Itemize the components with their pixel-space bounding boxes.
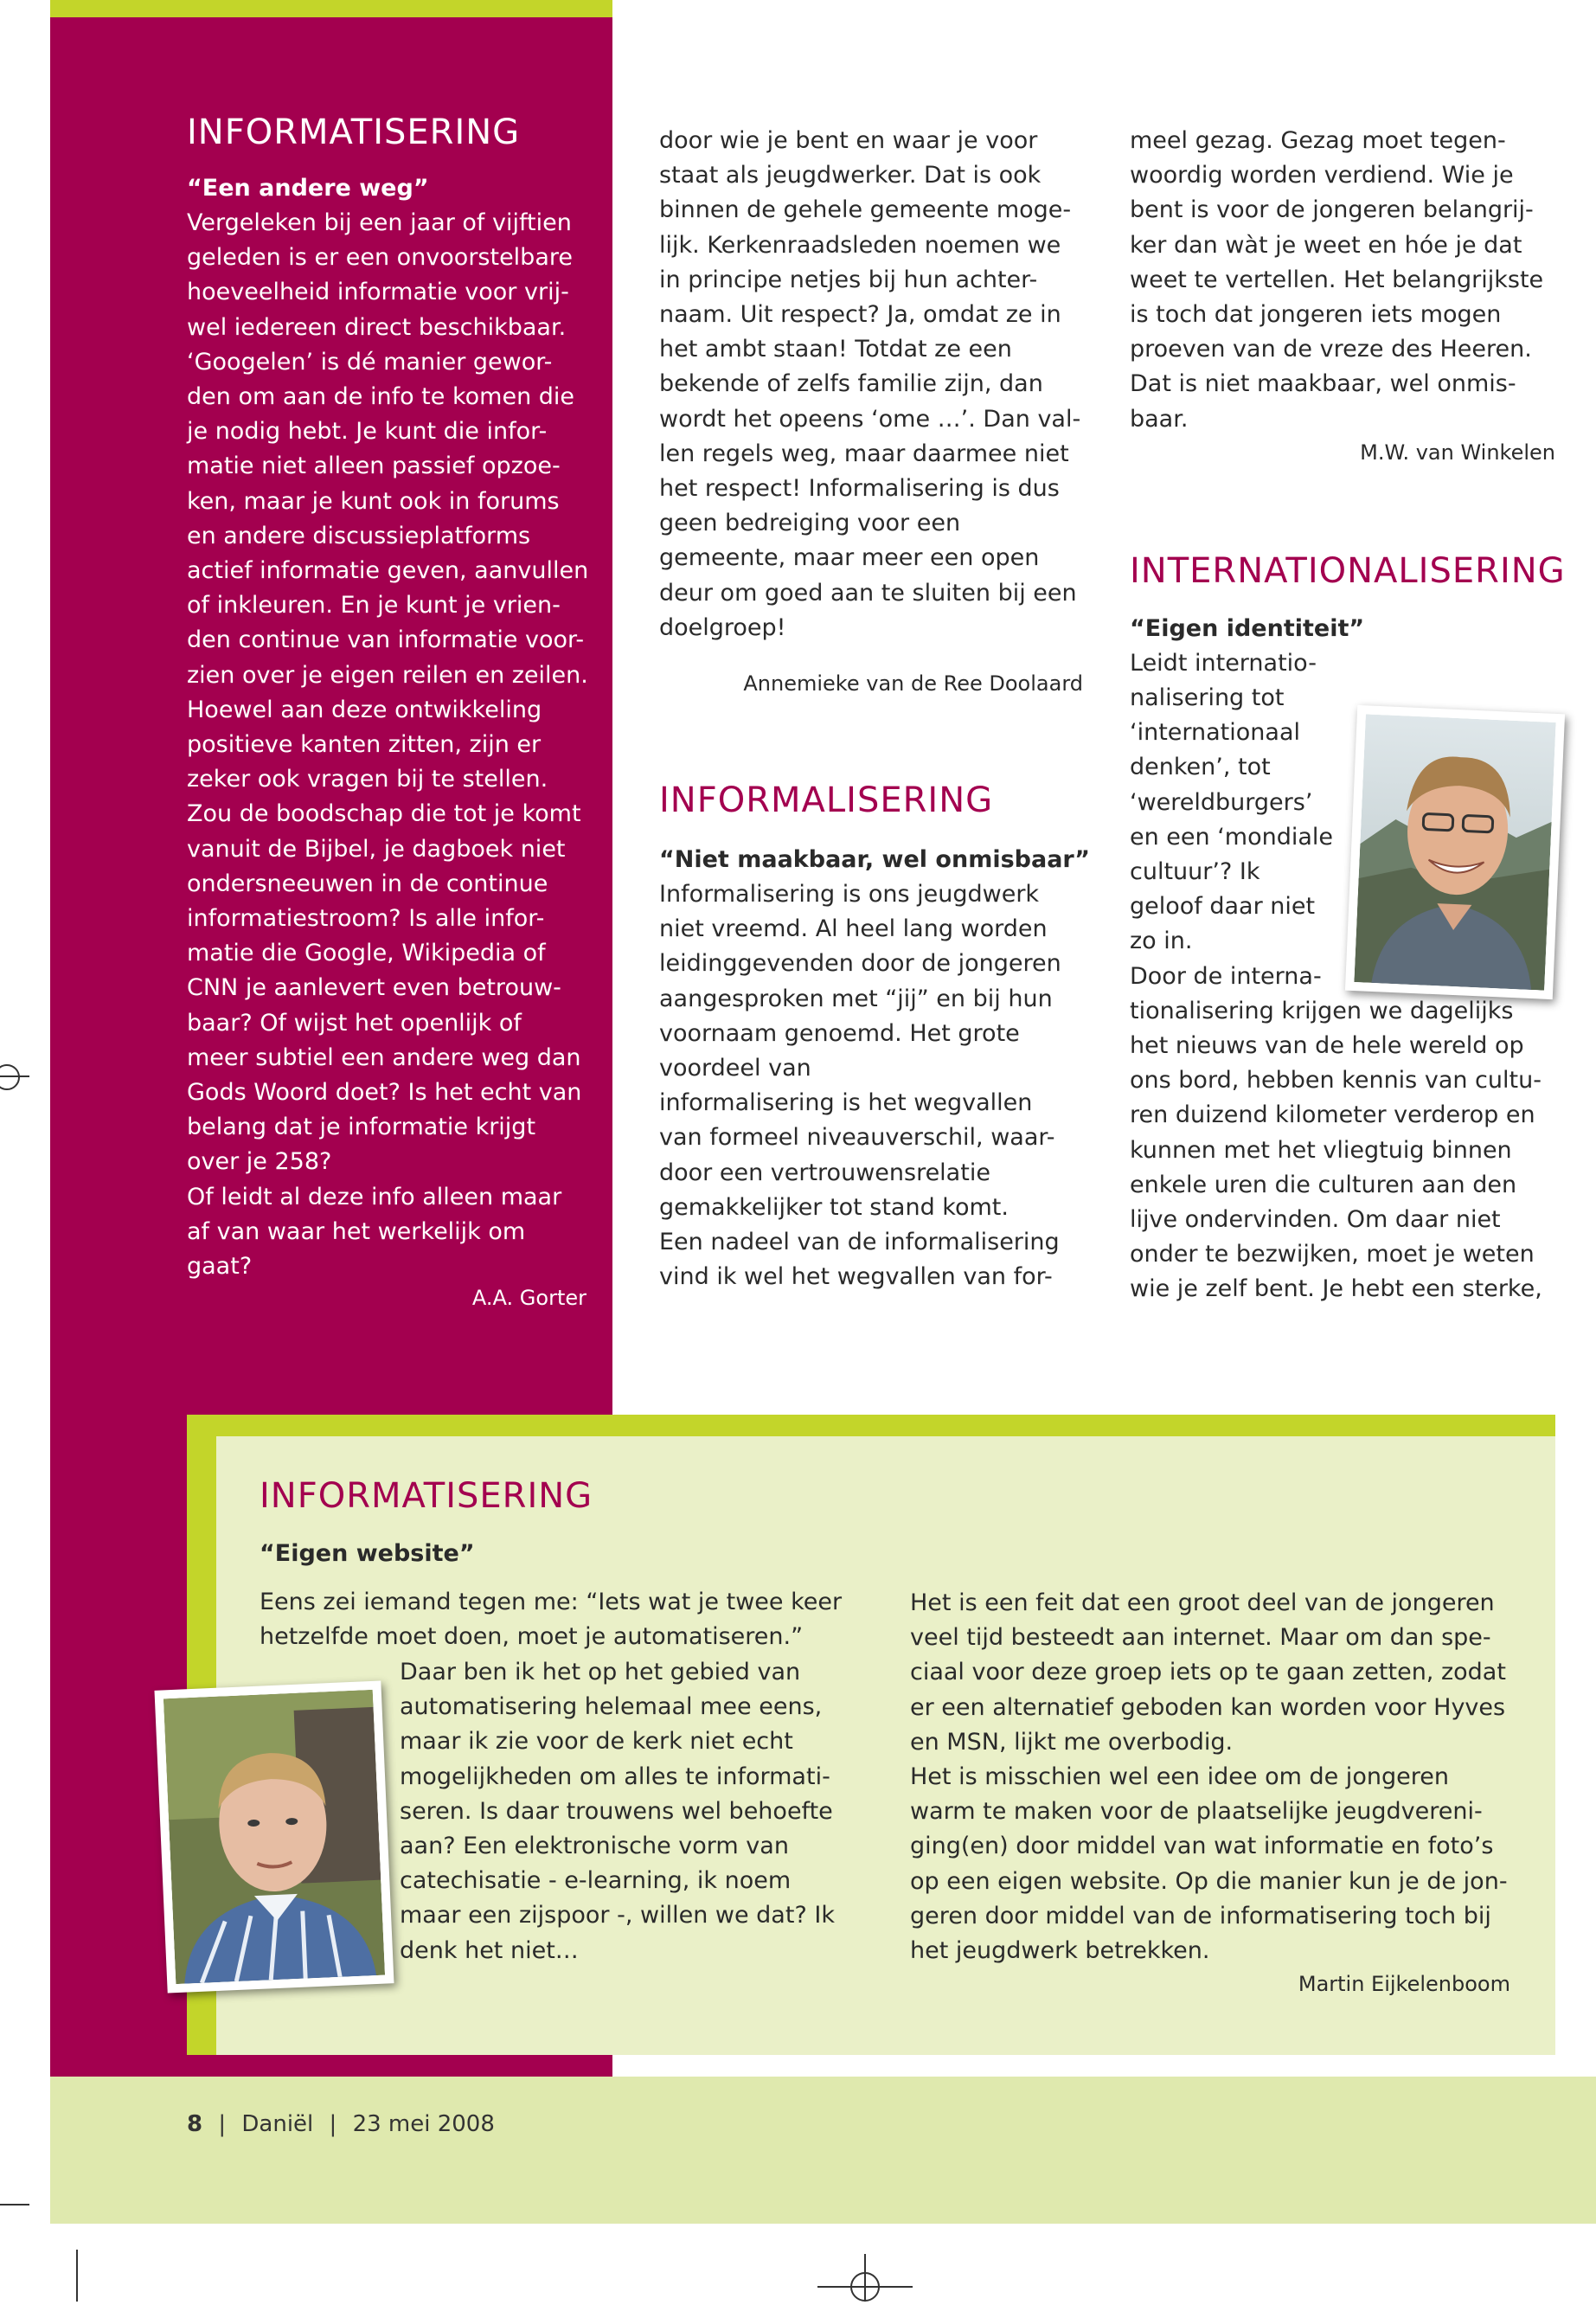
registration-mark-left-icon [0,1060,35,1095]
footer-separator-1: | [218,2111,227,2137]
portrait-winkelen-image [1354,714,1555,990]
portrait-photo-eijkelenboom [154,1680,394,1993]
col3-heading: INTERNATIONALISERING [1130,550,1566,591]
box-body-left-top [260,1585,882,1654]
footer-band [50,2077,1596,2224]
col1-signature: A.A. Gorter [471,1286,586,1311]
col2-body-top: door wie je bent en waar je voor staat als jeugdwerker. Dat is ook binnen de gehele gemeente moge- lijk. Kerkenraadsleden noemen we in principe netjes bij hun achter- naam. Uit respect? Ja, omdat ze in het ambt staan! Totdat ze een bekende of zelfs familie zijn, dan wordt het opeens ‘ome …’. Dan val- len regels weg, maar daarmee niet het respect! Informalisering is dus geen bedreiging voor een gemeente, maar meer een open deur om goed aan te sluiten bij een doelgroep! [659,127,1081,641]
registration-mark-bottom-icon [817,2254,913,2302]
footer-separator-2: | [329,2111,337,2137]
box-subheading: “Eigen website” [260,1540,475,1567]
box-right-body: Het is een feit dat een groot deel van de jongeren veel tijd besteedt aan internet. Maar om dan spe- ciaal voor deze groep iets op te gaan zetten, zodat er een alternatief geboden kan worden voor Hyves en MSN, lijkt me overbodig. Het is misschien wel een idee om de jongeren warm te maken voor de plaatselijke jeugdvereni- ging(en) door middel van wat informatie en foto’s op een eigen website. Op die manier kun je de jon- geren door middel van de informatisering toch bij het jeugdwerk betrekken. [910,1589,1508,1965]
box-body-left-wrap-container [400,1655,884,1968]
col3-body-top: meel gezag. Gezag moet tegen- woordig worden verdiend. Wie je bent is voor de jongeren belangrij- ker dan wàt je weet en hóe je dat weet te vertellen. Het belangrijkste is toch dat jongeren iets mogen proeven van de vreze des Heeren. Dat is niet maakbaar, wel onmis- baar. [1130,127,1544,433]
footer-date: 23 mei 2008 [352,2111,495,2137]
boxout-content [260,1476,1522,1571]
col1-heading: INFORMATISERING [187,112,521,152]
col2-heading: INFORMALISERING [659,780,994,821]
col3-body-narrow: Leidt internatio- nalisering tot ‘internationaal denken’, tot ‘wereldburgers’ en een ‘mondiale cultuur’? Ik geloof daar niet zo in. [1130,649,1334,955]
crop-mark-bottom-1 [76,2250,78,2302]
box-left-wrap: Daar ben ik het op het gebied van automatisering helemaal mee eens, maar ik zie voor de kerk niet echt mogelijkheden om alles te informati- seren. Is daar trouwens wel behoefte aan? Een elektronische vorm van catechisatie - e-learning, ik noem maar een zijspoor -, willen we dat? Ik denk het niet… [400,1659,835,1964]
box-body-right-container [910,1586,1533,1996]
portrait-eijkelenboom-image [163,1690,385,1984]
col2-body: Informalisering is ons jeugdwerk niet vreemd. Al heel lang worden leidinggevenden door de jongeren aangesproken met “jij” en bij hun voornaam genoemd. Het grote voordeel van informalisering is het wegvallen van formeel niveauverschil, waar- door een vertrouwensrelatie gemakkelijker tot stand komt. Een nadeel van de informalisering vind ik wel het wegvallen van for- [659,881,1061,1291]
box-left-intro: Eens zei iemand tegen me: “Iets wat je twee keer hetzelfde moet doen, moet je automatiseren.” [260,1589,843,1651]
column-informatisering [187,112,593,1310]
col1-body: Vergeleken bij een jaar of vijftien geleden is er een onvoorstelbare hoeveelheid informatie voor vrij- wel iedereen direct beschikbaar. ‘Googelen’ is dé manier gewor- den om aan de info te komen die je nodig hebt. Je kunt die infor- matie niet alleen passief opzoe- ken, maar je kunt ook in forums en andere discussieplatforms actief informatie geven, aanvullen of inkleuren. En je kunt je vrien- den continue van informatie voor- zien over je eigen reilen en zeilen. Hoewel aan deze ontwikkeling positieve kanten zitten, zijn er zeker ook vragen bij te stellen. Zou de boodschap die tot je komt vanuit de Bijbel, je dagboek niet ondersneeuwen in de continue informatiestroom? Is alle infor- matie die Google, Wikipedia of CNN je aanlevert even betrouw- baar? Of wijst het openlijk of meer subtiel een andere weg dan Gods Woord doet? Is het echt van belang dat je informatie krijgt over je 258? Of leidt al deze info alleen maar af van waar het werkelijk om gaat? [187,209,589,1281]
col1-subheading: “Een andere weg” [187,175,429,202]
portrait-photo-winkelen [1345,705,1565,999]
footer-folio [187,2111,495,2137]
col2-subheading: “Niet maakbaar, wel onmisbaar” [659,846,1090,874]
footer-page-number: 8 [187,2111,203,2137]
footer-publication: Daniël [241,2111,314,2137]
box-heading: INFORMATISERING [260,1476,593,1516]
col3-body-wide: Door de interna- tionalisering krijgen we dagelijks het nieuws van de hele wereld op ons bord, hebben kennis van cultu- ren duizend kilometer verderop en kunnen met het vliegtuig binnen enkele uren die culturen aan den lijve ondervinden. Om daar niet onder te bezwijken, moet je weten wie je zelf bent. Je hebt een sterke, [1130,962,1542,1303]
col2-signature-top: Annemieke van de Ree Doolaard [743,671,1083,697]
col3-signature-top: M.W. van Winkelen [1360,440,1555,465]
crop-mark-left-2 [0,2204,29,2205]
column-informalisering [659,124,1092,1294]
top-accent-bar [50,0,612,17]
col3-subheading: “Eigen identiteit” [1130,614,1365,642]
box-signature: Martin Eijkelenboom [1298,1972,1510,1997]
